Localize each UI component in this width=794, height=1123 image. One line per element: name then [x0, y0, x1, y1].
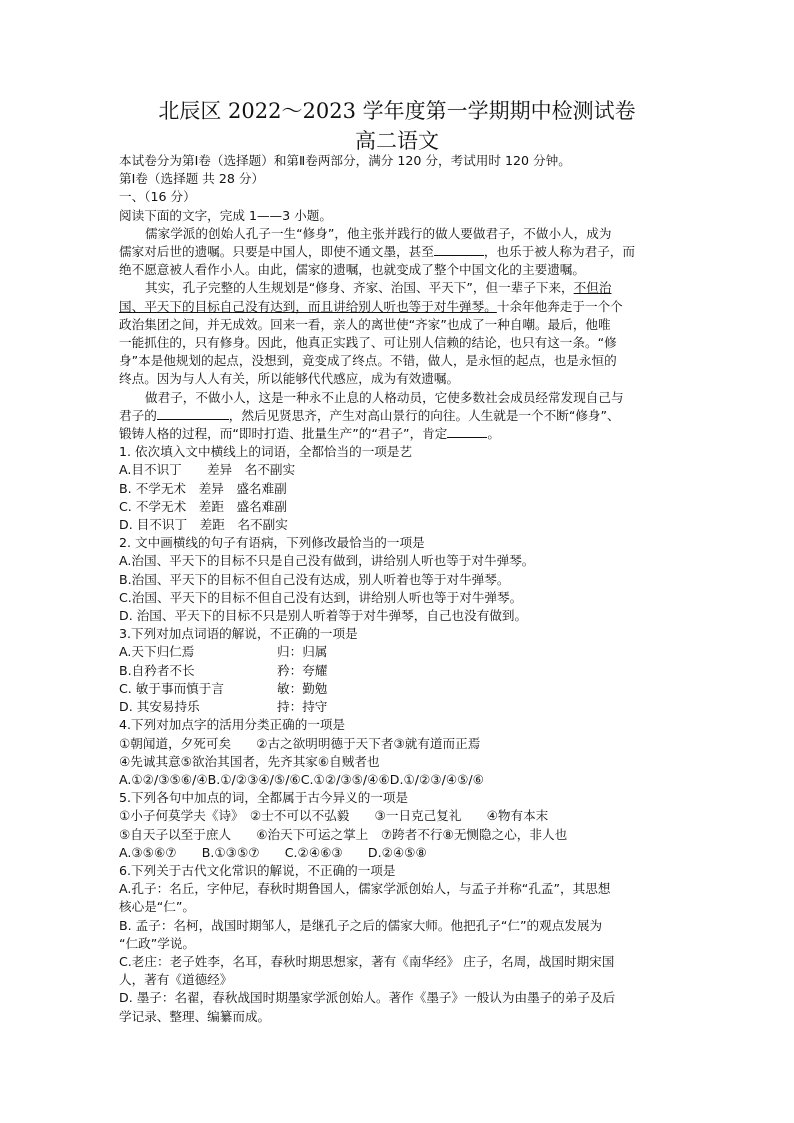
answer-option: B. 不学无术 差异 盛名难副 — [119, 480, 287, 496]
fill-blank-1 — [434, 243, 484, 256]
option-phrase: A.天下归仁焉 — [119, 644, 195, 660]
option-phrase: D. 其安易持乐 — [119, 699, 200, 715]
passage-line: 做君子，不做小人，这是一种永不止息的人格动员，它使多数社会成员经常发现自己与 — [145, 389, 624, 405]
answer-options: A.③⑤⑥⑦ B.①③⑤⑦ C.②④⑥③ D.②④⑤⑧ — [119, 844, 427, 860]
answer-option: A.目不识丁 差异 名不副实 — [119, 462, 296, 478]
answer-option: B.治国、平天下的目标不但自己没有达成，别人听着也等于对牛弹琴。 — [119, 571, 510, 587]
exam-body — [119, 152, 681, 1026]
answer-option: A.孔子：名丘，字仲尼，春秋时期鲁国人，儒家学派创始人，与孟子并称“孔孟”，其思想 — [119, 881, 611, 897]
answer-option — [119, 643, 681, 661]
question-sentences: ①小子何莫学夫《诗》 ②士不可以不弘毅 ③一日克己复礼 ④物有本末 — [119, 808, 549, 824]
answer-option-cont: 学记录、整理、编纂而成。 — [119, 1008, 271, 1024]
passage-line: 一能抓住的，只有修身。因此，他真正实践了、可让别人信赖的结论，也只有这一条。“修 — [119, 335, 617, 351]
passage-text: 君子的 — [119, 407, 157, 423]
passage-line — [119, 243, 681, 261]
answer-option: C.治国、平天下的目标不但自己没有达到，讲给别人听也等于对牛弹琴。 — [119, 589, 523, 605]
question-stem: 6.下列关于古代文化常识的解说，不正确的一项是 — [119, 862, 396, 878]
underlined-sentence: 不但治 — [573, 280, 612, 296]
passage-text: 锻铸人格的过程，而“即时打造、批量生产”的“君子”，肯定 — [119, 426, 448, 442]
passage-line: 绝不愿意被人看作小人。由此，儒家的遗嘱，也就变成了整个中国文化的主要遗嘱。 — [119, 262, 585, 278]
fill-blank-3 — [447, 425, 487, 438]
option-gloss: 矜：夸耀 — [277, 662, 328, 678]
option-phrase: B.自矜者不长 — [119, 662, 195, 678]
answer-option: D. 治国、平天下的目标不只是别人听着等于对牛弹琴，自己也没有做到。 — [119, 608, 528, 624]
answer-option: A.治国、平天下的目标不只是自己没有做到，讲给别人听也等于对牛弹琴。 — [119, 553, 535, 569]
page-subtitle: 高二语文 — [355, 129, 439, 153]
answer-option — [119, 680, 681, 698]
answer-option: C.老庄：老子姓李，名耳，春秋时期思想家，著有《南华经》 庄子，名周，战国时期宋国 — [119, 953, 615, 969]
option-gloss: 持：持守 — [277, 699, 328, 715]
answer-options: A.①②/③⑤⑥/④B.①/②③④/⑤/⑥C.①②/③⑤/④⑥D.①/②③/④⑤/⑥ — [119, 771, 484, 787]
fill-blank-2 — [157, 407, 229, 420]
answer-option: B. 孟子：名柯，战国时期邹人，是继孔子之后的儒家大师。他把孔子“仁”的观点发展为 — [119, 917, 603, 933]
answer-option: C. 不学无术 差距 盛名难副 — [119, 498, 287, 514]
section-heading: 第Ⅰ卷（选择题 共 28 分） — [119, 171, 265, 187]
passage-line — [119, 407, 681, 425]
answer-option — [119, 662, 681, 680]
question-stem: 5.下列各句中加点的词，全都属于古今异义的一项是 — [119, 790, 409, 806]
question-stem: 4.下列对加点字的活用分类正确的一项是 — [119, 717, 346, 733]
passage-line — [119, 279, 681, 297]
answer-option — [119, 698, 681, 716]
question-sentences: ①朝闻道，夕死可矣 ②古之欲明明德于天下者③就有道而正焉 — [119, 735, 481, 751]
answer-option-cont: 核心是“仁”。 — [119, 899, 196, 915]
exam-intro: 本试卷分为第Ⅰ卷（选择题）和第Ⅱ卷两部分，满分 120 分，考试用时 120 分钟。 — [119, 153, 571, 168]
passage-line — [119, 425, 681, 443]
passage-line: 终点。因为与人人有关，所以能够代代感应，成为有效遗嘱。 — [119, 371, 460, 387]
option-phrase: C. 敏于事而慎于言 — [119, 680, 224, 696]
passage-text: 。 — [487, 426, 500, 442]
answer-option: D. 墨子：名翟，春秋战国时期墨家学派创始人。著作《墨子》一般认为由墨子的弟子及后 — [119, 990, 616, 1006]
passage-line: 政治集团之间，并无成效。回来一看，亲人的离世使“齐家”也成了一种自嘲。最后，他唯 — [119, 316, 611, 332]
option-gloss: 敏：勤勉 — [277, 680, 328, 696]
answer-option-cont: 人，著有《道德经》 — [119, 972, 233, 988]
answer-option-cont: “仁政”学说。 — [119, 935, 196, 951]
underlined-sentence: 国、平天下的目标自己没有达到，而且讲给别人听也等于对牛弹琴。 — [119, 298, 497, 314]
question-sentences: ⑤自天子以至于庶人 ⑥治天下可运之掌上 ⑦跨者不行⑧无恻隐之心，非人也 — [119, 826, 568, 842]
passage-line: 儒家学派的创始人孔子一生“修身”，他主张并践行的做人要做君子，不做小人，成为 — [145, 225, 612, 241]
page-title: 北辰区 2022～2023 学年度第一学期期中检测试卷 — [158, 99, 636, 123]
passage-line: 身”本是他规划的起点，没想到，竟变成了终点。不错，做人，是永恒的起点，也是永恒的 — [119, 353, 617, 369]
reading-instruction: 阅读下面的文字，完成 1——3 小题。 — [119, 207, 332, 223]
question-sentences: ④先诚其意⑤欲治其国者，先齐其家⑥自贼者也 — [119, 753, 380, 769]
passage-line — [119, 298, 681, 316]
passage-text: 儒家对后世的遗嘱。只要是中国人，即使不通文墨，甚至 — [119, 244, 434, 260]
option-gloss: 归：归属 — [277, 644, 328, 660]
passage-text: 十余年他奔走于一个个 — [496, 298, 623, 314]
question-stem: 3.下列对加点词语的解说，不正确的一项是 — [119, 626, 358, 642]
passage-text: ，也乐于被人称为君子，而 — [483, 244, 635, 260]
part-heading: 一、（16 分） — [119, 189, 196, 205]
passage-text: 其实，孔子完整的人生规划是“修身、齐家、治国、平天下”，但一辈子下来， — [145, 280, 574, 296]
question-stem: 1. 依次填入文中横线上的词语，全都恰当的一项是艺 — [119, 444, 413, 460]
question-stem: 2. 文中画横线的句子有语病，下列修改最恰当的一项是 — [119, 535, 425, 551]
passage-text: ，然后见贤思齐，产生对高山景行的向往。人生就是一个不断“修身”、 — [228, 407, 620, 423]
answer-option: D. 目不识丁 差距 名不副实 — [119, 517, 288, 533]
